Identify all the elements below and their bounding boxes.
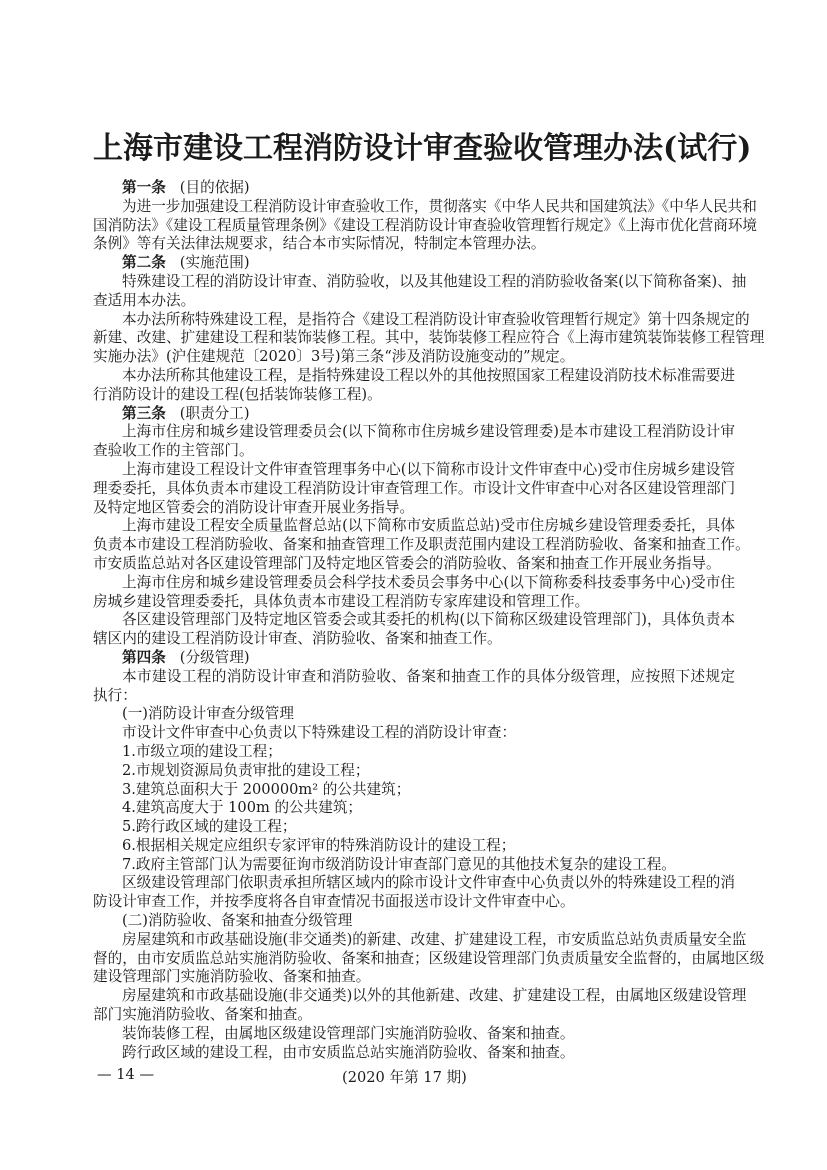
paragraph — [93, 611, 735, 649]
paragraph — [93, 743, 735, 762]
text-line: 装饰装修工程，由属地区级建设管理部门实施消防验收、备案和抽查。 — [122, 1024, 575, 1042]
paragraph — [93, 461, 735, 517]
article-heading — [93, 649, 735, 668]
paragraph — [93, 367, 735, 405]
text-line: 为进一步加强建设工程消防设计审查验收工作，贯彻落实《中华人民共和国建筑法》《中华人民共和 — [122, 197, 757, 215]
page-number: — 14 — — [97, 1066, 155, 1083]
paragraph — [93, 912, 735, 931]
text-line: 6.根据相关规定应组织专家评审的特殊消防设计的建设工程； — [122, 836, 516, 854]
text-line: 本市建设工程的消防设计审查和消防验收、备案和抽查工作的具体分级管理，应按照下述规定 — [122, 667, 735, 685]
paragraph — [93, 874, 735, 912]
text-line: 本办法所称特殊建设工程，是指符合《建设工程消防设计审查验收管理暂行规定》第十四条规定的 — [122, 310, 750, 328]
text-line: 3.建筑总面积大于 200000m² 的公共建筑； — [122, 780, 411, 798]
text-line: 查验收工作的主管部门。 — [93, 442, 254, 460]
text-line: 特殊建设工程的消防设计审查、消防验收，以及其他建设工程的消防验收备案(以下简称备案)、抽 — [122, 272, 747, 290]
text-line: 部门实施消防验收、备案和抽查。 — [93, 1006, 312, 1024]
text-line: 及特定地区管委会的消防设计审查开展业务指导。 — [93, 498, 415, 516]
text-line: 国消防法》《建设工程质量管理条例》《建设工程消防设计审查验收管理暂行规定》《上海市优化营商环境 — [93, 216, 758, 234]
text-line: 本办法所称其他建设工程，是指特殊建设工程以外的其他按照国家工程建设消防技术标准需要进 — [122, 366, 735, 384]
paragraph — [93, 574, 735, 612]
paragraph — [93, 1025, 735, 1044]
text-line: 上海市建设工程安全质量监督总站(以下简称市安质监总站)受市住房城乡建设管理委委托，具体 — [122, 517, 735, 535]
text-line: 7.政府主管部门认为需要征询市级消防设计审查部门意见的其他技术复杂的建设工程。 — [122, 855, 676, 873]
document-title: 上海市建设工程消防设计审查验收管理办法(试行) — [93, 131, 752, 166]
text-line: 5.跨行政区域的建设工程； — [122, 818, 297, 836]
article-heading — [93, 405, 735, 424]
text-line: 房屋建筑和市政基础设施(非交通类)的新建、改建、扩建建设工程，市安质监总站负责质量安全监 — [122, 930, 747, 948]
text-line: 负责本市建设工程消防验收、备案和抽查管理工作及职责范围内建设工程消防验收、备案和抽查工作。 — [93, 536, 750, 554]
text-line: 4.建筑高度大于 100m 的公共建筑； — [122, 799, 363, 817]
text-line: 市设计文件审查中心负责以下特殊建设工程的消防设计审查： — [122, 724, 517, 742]
article-subject: (职责分工) — [179, 404, 250, 422]
paragraph — [93, 197, 758, 254]
paragraph — [93, 668, 735, 706]
paragraph — [93, 856, 735, 875]
article-number: 第四条 — [122, 648, 166, 666]
text-line: 辖区内的建设工程消防设计审查、消防验收、备案和抽查工作。 — [93, 630, 502, 648]
paragraph — [93, 987, 747, 1025]
text-line: 执行： — [93, 686, 137, 704]
article-number: 第二条 — [122, 254, 166, 272]
paragraph — [93, 781, 735, 800]
text-line: 上海市住房和城乡建设管理委员会(以下简称市住房城乡建设管理委)是本市建设工程消防设计审 — [122, 423, 735, 441]
article-subject: (分级管理) — [179, 648, 250, 666]
text-line: 房屋建筑和市政基础设施(非交通类)以外的其他新建、改建、扩建建设工程，由属地区级建设管理 — [122, 987, 747, 1005]
text-line: 各区建设管理部门及特定地区管委会或其委托的机构(以下简称区级建设管理部门)，具体负责本 — [122, 611, 735, 629]
text-line: (二)消防验收、备案和抽查分级管理 — [122, 912, 353, 930]
text-line: 上海市建设工程设计文件审查管理事务中心(以下简称市设计文件审查中心)受市住房城乡建设管 — [122, 460, 735, 478]
text-line: 条例》等有关法律法规要求，结合本市实际情况，特制定本管理办法。 — [93, 235, 546, 253]
text-line: 跨行政区域的建设工程，由市安质监总站实施消防验收、备案和抽查。 — [122, 1043, 575, 1061]
text-line: 房城乡建设管理委委托，具体负责本市建设工程消防专家库建设和管理工作。 — [93, 592, 590, 610]
text-line: 建设管理部门实施消防验收、备案和抽查。 — [93, 968, 371, 986]
article-subject: (实施范围) — [179, 254, 250, 272]
paragraph — [93, 799, 735, 818]
paragraph — [93, 724, 735, 743]
text-line: 实施办法》(沪住建规范〔2020〕3号)第三条“涉及消防设施变动的”规定。 — [93, 348, 575, 366]
text-line: 新建、改建、扩建建设工程和装饰装修工程。其中，装饰装修工程应符合《上海市建筑装饰装修工程管理 — [93, 329, 765, 347]
text-line: 1.市级立项的建设工程； — [122, 742, 282, 760]
paragraph — [93, 705, 735, 724]
paragraph — [93, 423, 735, 461]
text-line: 行消防设计的建设工程(包括装饰装修工程)。 — [93, 385, 382, 403]
article-number: 第三条 — [122, 404, 166, 422]
text-line: 区级建设管理部门依职责承担所辖区域内的除市设计文件审查中心负责以外的特殊建设工程的消 — [122, 874, 735, 892]
paragraph — [93, 762, 735, 781]
text-line: 理委委托，具体负责本市建设工程消防设计审查管理工作。市设计文件审查中心对各区建设管理部门 — [93, 479, 736, 497]
text-line: (一)消防设计审查分级管理 — [122, 705, 294, 723]
text-line: 查适用本办法。 — [93, 291, 196, 309]
article-heading — [93, 254, 735, 273]
text-line: 上海市住房和城乡建设管理委员会科学技术委员会事务中心(以下简称委科技委事务中心)受市住 — [122, 573, 735, 591]
paragraph — [93, 1044, 735, 1063]
paragraph — [93, 818, 735, 837]
article-subject: (目的依据) — [179, 179, 250, 196]
paragraph — [93, 837, 735, 856]
text-line: 防设计审查工作，并按季度将各自审查情况书面报送市设计文件审查中心。 — [93, 893, 575, 911]
text-line: 2.市规划资源局负责审批的建设工程； — [122, 761, 370, 779]
paragraph — [93, 517, 750, 573]
issue-label: (2020 年第 17 期) — [342, 1069, 467, 1086]
text-line: 市安质监总站对各区建设管理部门及特定地区管委会的消防验收、备案和抽查工作开展业务指导。 — [93, 554, 721, 572]
paragraph — [93, 930, 765, 987]
article-heading — [93, 179, 735, 198]
text-line: 督的，由市安质监总站实施消防验收、备案和抽查；区级建设管理部门负责质量安全监督的，由属地区级 — [93, 949, 765, 967]
article-number: 第一条 — [122, 179, 166, 196]
document-body — [93, 179, 765, 1062]
paragraph — [93, 272, 747, 311]
paragraph — [93, 310, 765, 367]
